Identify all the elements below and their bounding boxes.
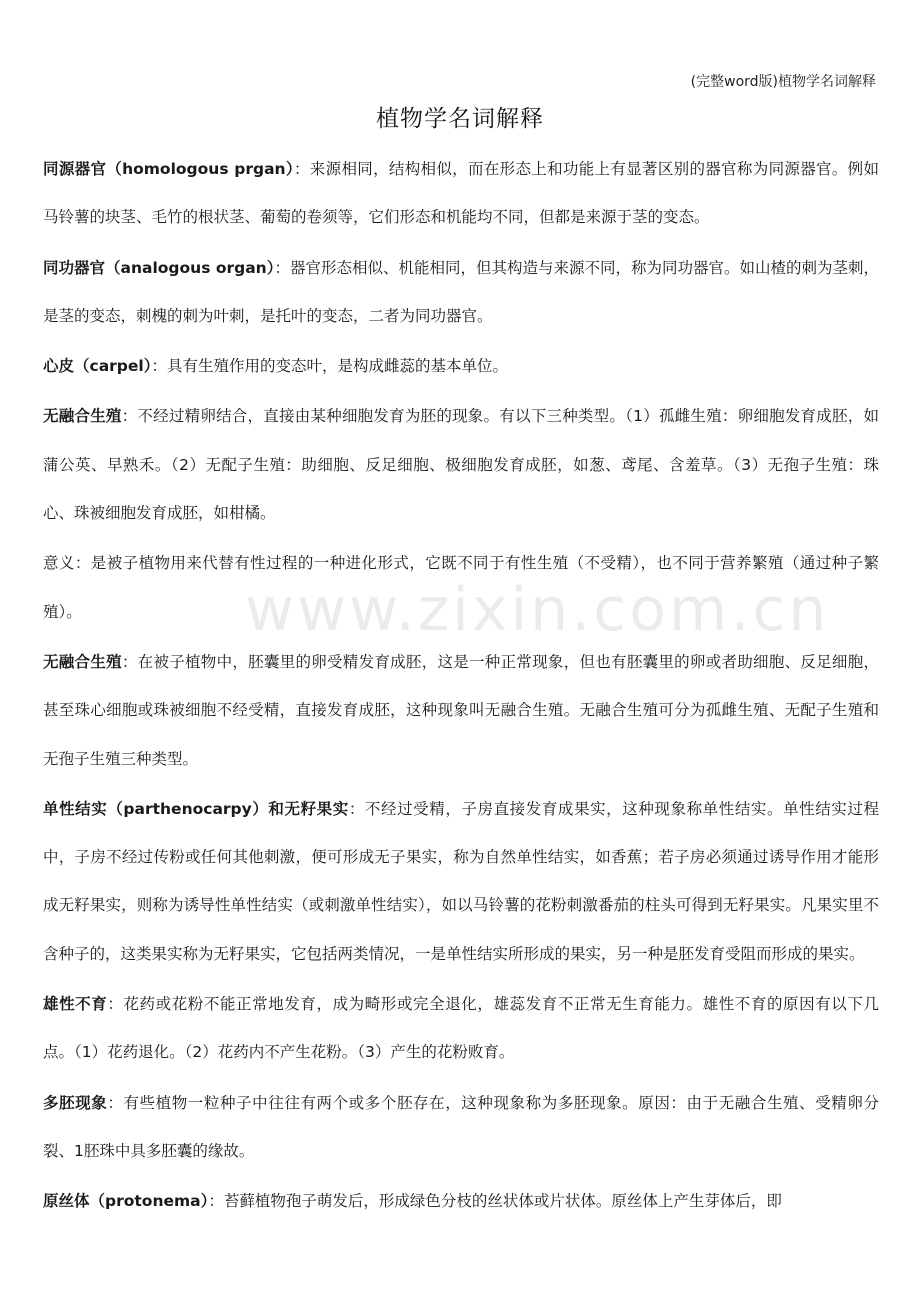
entry-apomixis <box>43 392 879 537</box>
entry-definition: ：器官形态相似、机能相同，但其构造与来源不同，称为同功器官。如山楂的刺为茎刺，是茎的变态，刺槐的刺为叶刺，是托叶的变态，二者为同功器官。 <box>43 258 879 325</box>
entry-term: 雄性不育 <box>43 995 108 1014</box>
entry-definition: ：具有生殖作用的变态叶，是构成雌蕊的基本单位。 <box>151 357 508 376</box>
entry-definition: ：来源相同，结构相似，而在形态上和功能上有显著区别的器官称为同源器官。例如马铃薯的块茎、毛竹的根状茎、葡萄的卷须等，它们形态和机能均不同，但都是来源于茎的变态。 <box>43 160 879 227</box>
entry-male-sterility <box>43 980 879 1077</box>
entry-apomixis-2 <box>43 638 879 783</box>
entry-term: 无融合生殖 <box>43 407 122 426</box>
entry-definition: ：不经过精卵结合，直接由某种细胞发育为胚的现象。有以下三种类型。（1）孤雌生殖：卵细胞发育成胚，如蒲公英、早熟禾。（2）无配子生殖：助细胞、反足细胞、极细胞发育成胚，如葱、鸢尾、含羞草。（3）无孢子生殖：珠心、珠被细胞发育成胚，如柑橘。 <box>43 407 879 523</box>
entry-term: 同功器官（analogous organ） <box>43 258 275 277</box>
entry-carpel <box>43 342 879 390</box>
entry-definition: ：不经过受精，子房直接发育成果实，这种现象称单性结实。单性结实过程中，子房不经过传粉或任何其他刺激，便可形成无子果实，称为自然单性结实，如香蕉；若子房必须通过诱导作用才能形成无籽果实，则称为诱导性单性结实（或刺激单性结实），如以马铃薯的花粉刺激番茄的柱头可得到无籽果实。凡果实里不含种子的，这类果实称为无籽果实，它包括两类情况，一是单性结实所形成的果实，另一种是胚发育受阻而形成的果实。 <box>43 799 879 963</box>
entry-term: 单性结实（parthenocarpy）和无籽果实 <box>43 799 349 818</box>
entry-homologous-organ <box>43 145 879 242</box>
entry-term: 无融合生殖 <box>43 652 122 671</box>
watermark: www.zixin.com.cn <box>245 575 830 645</box>
entry-definition: ：在被子植物中，胚囊里的卵受精发育成胚，这是一种正常现象，但也有胚囊里的卵或者助细胞、反足细胞，甚至珠心细胞或珠被细胞不经受精，直接发育成胚，这种现象叫无融合生殖。无融合生殖可分为孤雌生殖、无配子生殖和无孢子生殖三种类型。 <box>43 652 879 768</box>
entry-apomixis-significance <box>43 539 879 636</box>
entry-analogous-organ <box>43 244 879 341</box>
entry-parthenocarpy <box>43 785 879 978</box>
entry-term: 同源器官（homologous prgan） <box>43 160 294 178</box>
page-title: 植物学名词解释 <box>376 106 544 132</box>
entry-term: 原丝体（protonema） <box>43 1192 209 1211</box>
entry-polyembryony <box>43 1079 879 1176</box>
entry-protonema <box>43 1177 879 1225</box>
entry-definition: ：有些植物一粒种子中往往有两个或多个胚存在，这种现象称为多胚现象。原因：由于无融合生殖、受精卵分裂、1胚珠中具多胚囊的缘故。 <box>43 1093 879 1160</box>
entry-definition: ：苔藓植物孢子萌发后，形成绿色分枝的丝状体或片状体。原丝体上产生芽体后，即 <box>208 1192 782 1211</box>
entry-term: 多胚现象 <box>43 1093 108 1112</box>
document-body <box>43 145 879 1228</box>
entry-term: 心皮（carpel） <box>43 357 152 376</box>
entry-definition: 意义：是被子植物用来代替有性过程的一种进化形式，它既不同于有性生殖（不受精），也不同于营养繁殖（通过种子繁殖）。 <box>43 554 879 621</box>
entry-definition: ：花药或花粉不能正常地发育，成为畸形或完全退化，雄蕊发育不正常无生育能力。雄性不育的原因有以下几点。（1）花药退化。（2）花药内不产生花粉。（3）产生的花粉败育。 <box>43 995 879 1062</box>
document-header: (完整word版)植物学名词解释 <box>690 74 876 90</box>
